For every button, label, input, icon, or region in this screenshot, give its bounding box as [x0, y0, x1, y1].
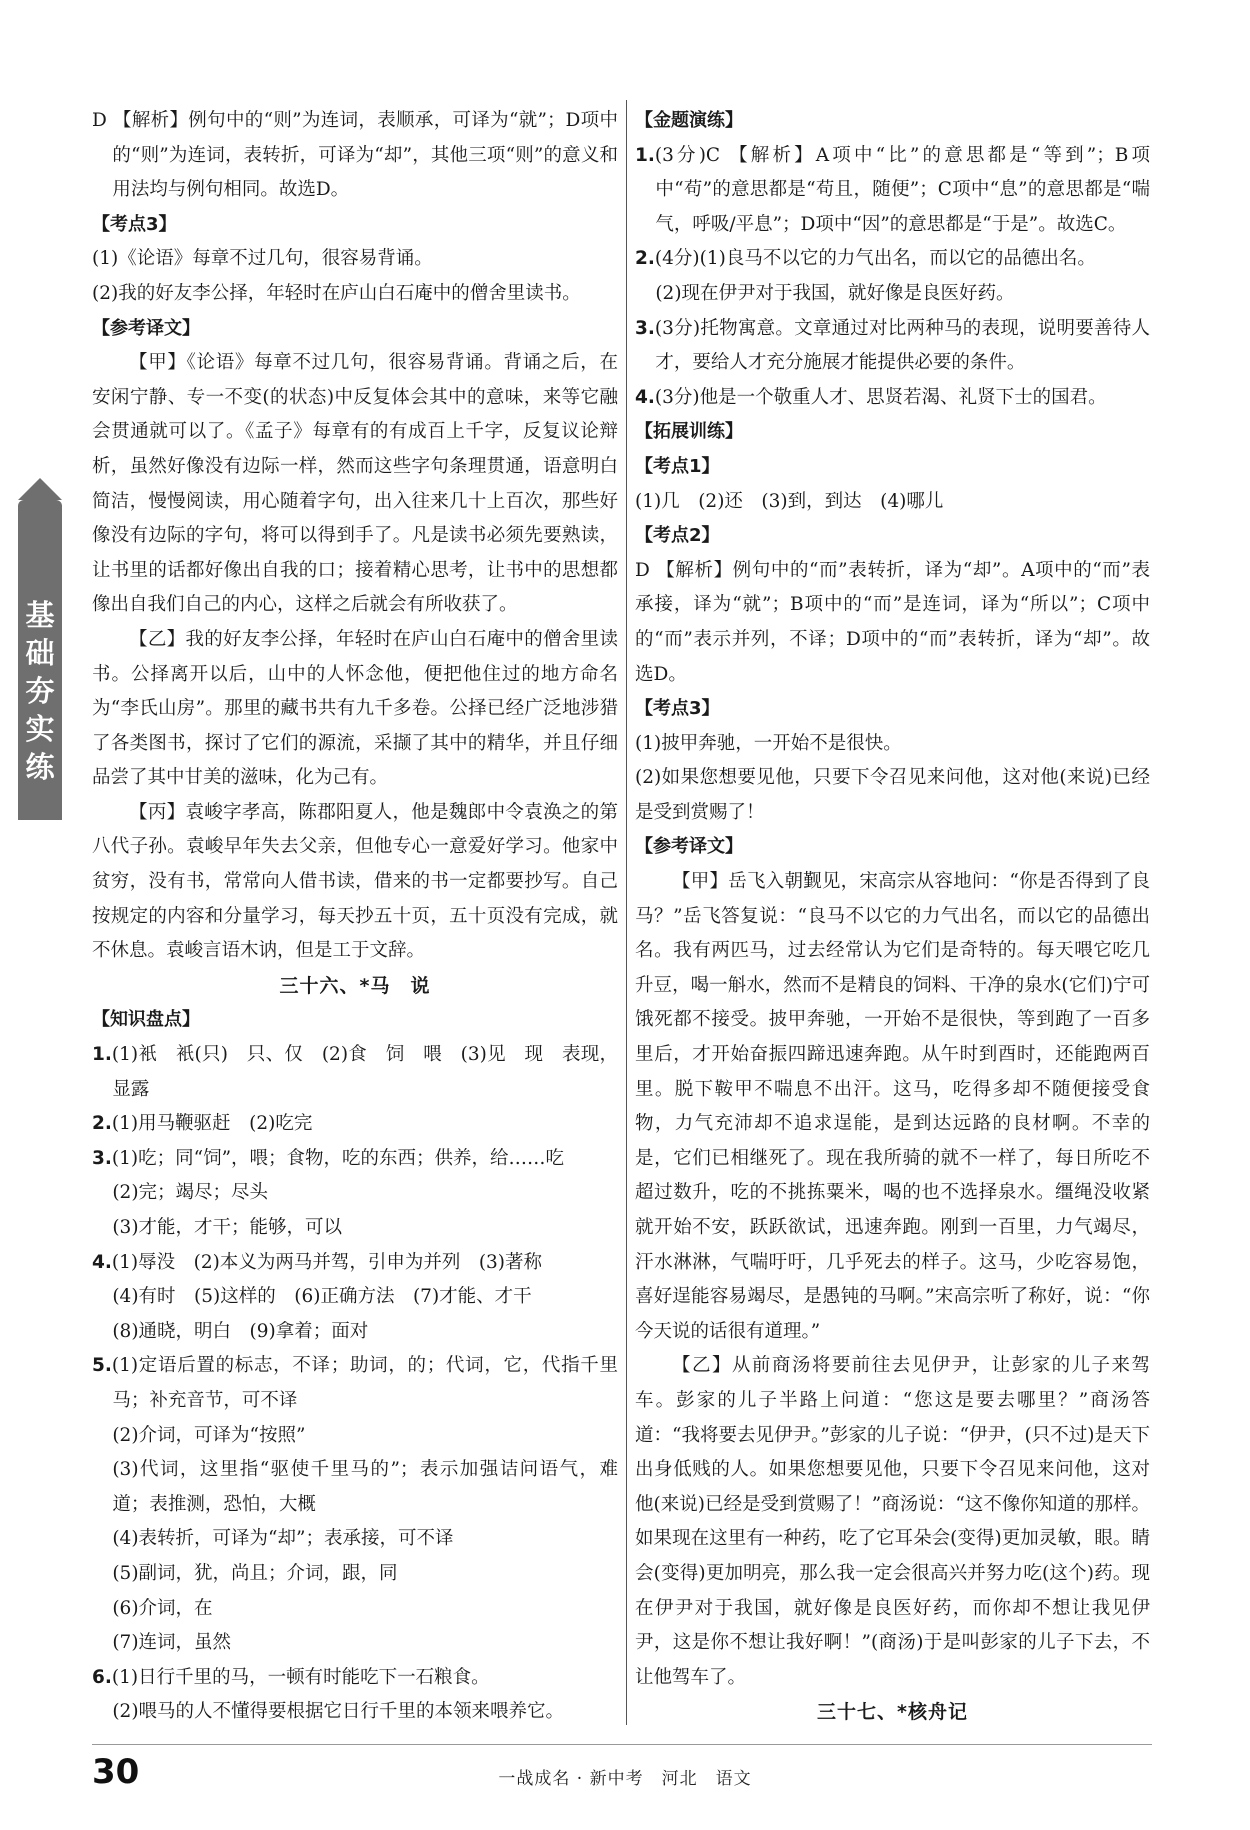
paragraph-text: (3分)托物寓意。文章通过对比两种马的表现，说明要善待人才，要给人才充分施展才能提供必要的条件。	[654, 317, 1150, 374]
paragraph-text: (2)我的好友李公择，年轻时在庐山白石庵中的僧舍里读书。	[92, 282, 581, 304]
paragraph-text: (3分)C 【解析】A项中“比”的意思都是“等到”；B项中“苟”的意思都是“苟且，随便”；C项中“息”的意思都是“喘气，呼吸/平息”；D项中“因”的意思都是“于是”。故选C。	[654, 144, 1150, 235]
text-paragraph	[635, 485, 1150, 520]
section-heading	[92, 312, 618, 347]
section-heading	[635, 450, 1150, 485]
paragraph-text: (2)喂马的人不懂得要根据它日行千里的本领来喂养它。	[112, 1701, 565, 1723]
paragraph-text: (1)几 (2)还 (3)到，到达 (4)哪儿	[635, 490, 944, 512]
text-paragraph	[92, 1695, 618, 1730]
paragraph-text: (1)衹 衹(只) 只、仅 (2)食 饲 喂 (3)见 现 表现，显露	[111, 1044, 618, 1100]
paragraph-text: 【乙】我的好友李公择，年轻时在庐山白石庵中的僧舍里读书。公择离开以后，山中的人怀念他，便把他住过的地方命名为“李氏山房”。那里的藏书共有九千多卷。公择已经广泛地涉猎了各类图书，探讨了它们的源流，采撷了其中的精华，并且仔细品尝了其中甘美的滋味，化为己有。	[92, 628, 618, 789]
paragraph-text: 【甲】《论语》每章不过几句，很容易背诵。背诵之后，在安闲宁静、专一不变(的状态)中反复体会其中的意味，来等它融会贯通就可以了。《孟子》每章有的有成百上千字，反复议论辩析，虽然好像没有边际一样，然而这些字句条理贯通，语意明白简洁，慢慢阅读，用心随着字句，出入往来几十上百次，那些好像没有边际的字句，将可以得到手了。凡是读书必须先要熟读，让书里的话都好像出自我的口；接着精心思考，让书中的思想都像出自我们自己的内心，这样之后就会有所收获了。	[92, 352, 618, 616]
text-paragraph	[92, 1142, 618, 1177]
paragraph-text: (1)辱没 (2)本义为两马并驾，引申为并列 (3)著称	[111, 1251, 543, 1273]
paragraph-text: (7)连词，虽然	[112, 1632, 232, 1654]
text-paragraph	[92, 1107, 618, 1142]
paragraph-text: (3)代词，这里指“驱使千里马的”；表示加强诘问语气，难道；表推测，恐怕，大概	[112, 1459, 618, 1515]
paragraph-text: 【知识盘点】	[92, 1009, 200, 1031]
footer-text: 一战成名 · 新中考 河北 语文	[498, 1769, 752, 1789]
paragraph-text: D 【解析】例句中的“则”为连词，表顺承，可译为“就”；D项中的“则”为连词，表转折，可译为“却”，其他三项“则”的意义和用法均与例句相同。故选D。	[92, 110, 618, 201]
section-heading	[635, 692, 1150, 727]
text-paragraph	[92, 242, 618, 277]
text-paragraph	[635, 242, 1150, 277]
paragraph-text: (1)披甲奔驰，一开始不是很快。	[635, 732, 902, 754]
paragraph-text: (3分)他是一个敬重人才、思贤若渴、礼贤下士的国君。	[654, 386, 1107, 408]
text-paragraph	[635, 727, 1150, 762]
paragraph-text: (3)才能，才干；能够，可以	[112, 1217, 343, 1238]
text-paragraph	[635, 761, 1150, 830]
text-paragraph	[635, 865, 1150, 1349]
text-paragraph	[92, 1349, 618, 1418]
paragraph-text: 【考点3】	[635, 698, 720, 720]
paragraph-text: 【乙】从前商汤将要前往去见伊尹，让彭家的儿子来驾车。彭家的儿子半路上问道：“您这是要去哪里？”商汤答道：“我将要去见伊尹。”彭家的儿子说：“伊尹，(只不过)是天下出身低贱的人。如果您想要见他，只要下令召见来问他，这对他(来说)已经是受到赏赐了！”商汤说：“这不像你知道的那样。如果现在这里有一种药，吃了它耳朵会(变得)更加灵敏，眼。睛会(变得)更加明亮，那么我一定会很高兴并努力吃(这个)药。现在伊尹对于我国，就好像是良医好药，而你却不想让我见伊尹，这是你不想让我好啊！”(商汤)于是叫彭家的儿子下去，不让他驾车了。	[635, 1355, 1150, 1688]
paragraph-text: (1)《论语》每章不过几句，很容易背诵。	[92, 248, 433, 270]
item-number: 6.	[92, 1666, 112, 1688]
left-column	[92, 104, 618, 1730]
paragraph-text: 三十六、*马 说	[279, 974, 431, 997]
paragraph-text: (1)用马鞭驱赶 (2)吃完	[111, 1113, 313, 1135]
footer-rule	[92, 1744, 1152, 1745]
section-heading	[635, 415, 1150, 450]
paragraph-text: 三十七、*核舟记	[817, 1701, 968, 1724]
text-paragraph	[92, 796, 618, 969]
paragraph-text: (5)副词，犹，尚且；介词，跟，同	[112, 1562, 398, 1584]
paragraph-text: 【参考译文】	[635, 836, 743, 858]
text-paragraph	[92, 1661, 618, 1696]
item-number: 5.	[92, 1355, 112, 1377]
section-tab-label: 基础夯实练	[25, 598, 55, 784]
text-paragraph	[635, 1349, 1150, 1695]
paragraph-text: (1)定语后置的标志，不译；助词，的；代词，它，代指千里马；补充音节，可不译	[111, 1355, 618, 1411]
text-paragraph	[92, 277, 618, 312]
text-paragraph	[635, 139, 1150, 243]
item-number: 1.	[635, 144, 655, 166]
text-paragraph	[92, 346, 618, 623]
paragraph-text: 【参考译文】	[92, 317, 200, 339]
text-paragraph	[92, 623, 618, 796]
chapter-title	[635, 1695, 1150, 1730]
section-heading	[635, 104, 1150, 139]
item-number: 2.	[635, 248, 655, 270]
text-paragraph	[92, 1246, 618, 1281]
section-heading	[92, 208, 618, 243]
text-paragraph	[92, 1315, 618, 1350]
paragraph-text: 【拓展训练】	[635, 421, 743, 443]
page-number: 30	[92, 1752, 140, 1792]
item-number: 3.	[635, 317, 655, 339]
text-paragraph	[92, 1626, 618, 1661]
paragraph-text: 【丙】袁峻字孝高，陈郡阳夏人，他是魏郎中令袁涣之的第八代子孙。袁峻早年失去父亲，但他专心一意爱好学习。他家中贫穷，没有书，常常向人借书读，借来的书一定都要抄写。自己按规定的内容和分量学习，每天抄五十页，五十页没有完成，就不休息。袁峻言语木讷，但是工于文辞。	[92, 801, 618, 962]
paragraph-text: D 【解析】例句中的“而”表转折，译为“却”。A项中的“而”表承接，译为“就”；B项中的“而”是连词，译为“所以”；C项中的“而”表示并列，不译；D项中的“而”表转折，译为“却”。故选D。	[635, 559, 1150, 685]
chapter-title	[92, 969, 618, 1004]
paragraph-text: (1)日行千里的马，一顿有时能吃下一石粮食。	[111, 1666, 490, 1688]
item-number: 2.	[92, 1113, 112, 1135]
item-number: 1.	[92, 1044, 112, 1066]
section-heading	[635, 519, 1150, 554]
text-paragraph	[635, 381, 1150, 416]
text-paragraph	[92, 1419, 618, 1454]
paragraph-text: (2)现在伊尹对于我国，就好像是良医好药。	[655, 282, 1015, 304]
paragraph-text: (6)介词，在	[112, 1597, 213, 1619]
paragraph-text: (2)介词，可译为“按照”	[112, 1424, 306, 1446]
paragraph-text: (4)表转折，可译为“却”；表承接，可不译	[112, 1528, 454, 1550]
paragraph-text: 【考点2】	[635, 525, 720, 547]
paragraph-text: (8)通晓，明白 (9)拿着；面对	[112, 1320, 369, 1342]
section-heading	[92, 1003, 618, 1038]
item-number: 4.	[92, 1251, 112, 1273]
paragraph-text: (2)如果您想要见他，只要下令召见来问他，这对他(来说)已经是受到赏赐了！	[635, 767, 1150, 823]
text-paragraph	[92, 1592, 618, 1627]
item-number: 3.	[92, 1147, 112, 1169]
text-paragraph	[92, 1453, 618, 1522]
paragraph-text: 【考点3】	[92, 213, 177, 235]
text-paragraph	[92, 1211, 618, 1246]
paragraph-text: 【金题演练】	[635, 110, 743, 131]
item-number: 4.	[635, 386, 655, 408]
section-heading	[635, 830, 1150, 865]
text-paragraph	[92, 1557, 618, 1592]
text-paragraph	[635, 554, 1150, 692]
section-tab-arrow	[18, 478, 62, 500]
text-paragraph	[92, 104, 618, 208]
text-paragraph	[92, 1522, 618, 1557]
paragraph-text: (2)完；竭尽；尽头	[112, 1182, 269, 1204]
paragraph-text: 【甲】岳飞入朝觐见，宋高宗从容地问：“你是否得到了良马？”岳飞答复说：“良马不以它的力气出名，而以它的品德出名。我有两匹马，过去经常认为它们是奇特的。每天喂它吃几升豆，喝一斛水，然而不是精良的饲料、干净的泉水(它们)宁可饿死都不接受。披甲奔驰，一开始不是很快，等到跑了一百多里后，才开始奋振四蹄迅速奔跑。从午时到酉时，还能跑两百里。脱下鞍甲不喘息不出汗。这马，吃得多却不随便接受食物，力气充沛却不追求逞能，是到达远路的良材啊。不幸的是，它们已相继死了。现在我所骑的就不一样了，每日所吃不超过数升，吃的不挑拣粟米，喝的也不选择泉水。缰绳没收紧就开始不安，跃跃欲试，迅速奔跑。刚到一百里，力气竭尽，汗水淋淋，气喘吁吁，几乎死去的样子。这马，少吃容易饱，喜好逞能容易竭尽，是愚钝的马啊。”宋高宗听了称好，说：“你今天说的话很有道理。”	[635, 871, 1150, 1342]
paragraph-text: (4)有时 (5)这样的 (6)正确方法 (7)才能、才干	[112, 1286, 532, 1308]
right-column	[635, 104, 1150, 1730]
paragraph-text: 【考点1】	[635, 455, 720, 477]
column-divider	[626, 100, 627, 1725]
paragraph-text: (1)吃；同“饲”，喂；食物，吃的东西；供养，给……吃	[111, 1147, 565, 1169]
text-paragraph	[635, 312, 1150, 381]
text-paragraph	[92, 1176, 618, 1211]
paragraph-text: (4分)(1)良马不以它的力气出名，而以它的品德出名。	[654, 248, 1096, 270]
text-paragraph	[92, 1280, 618, 1315]
text-paragraph	[92, 1038, 618, 1107]
text-paragraph	[635, 277, 1150, 312]
